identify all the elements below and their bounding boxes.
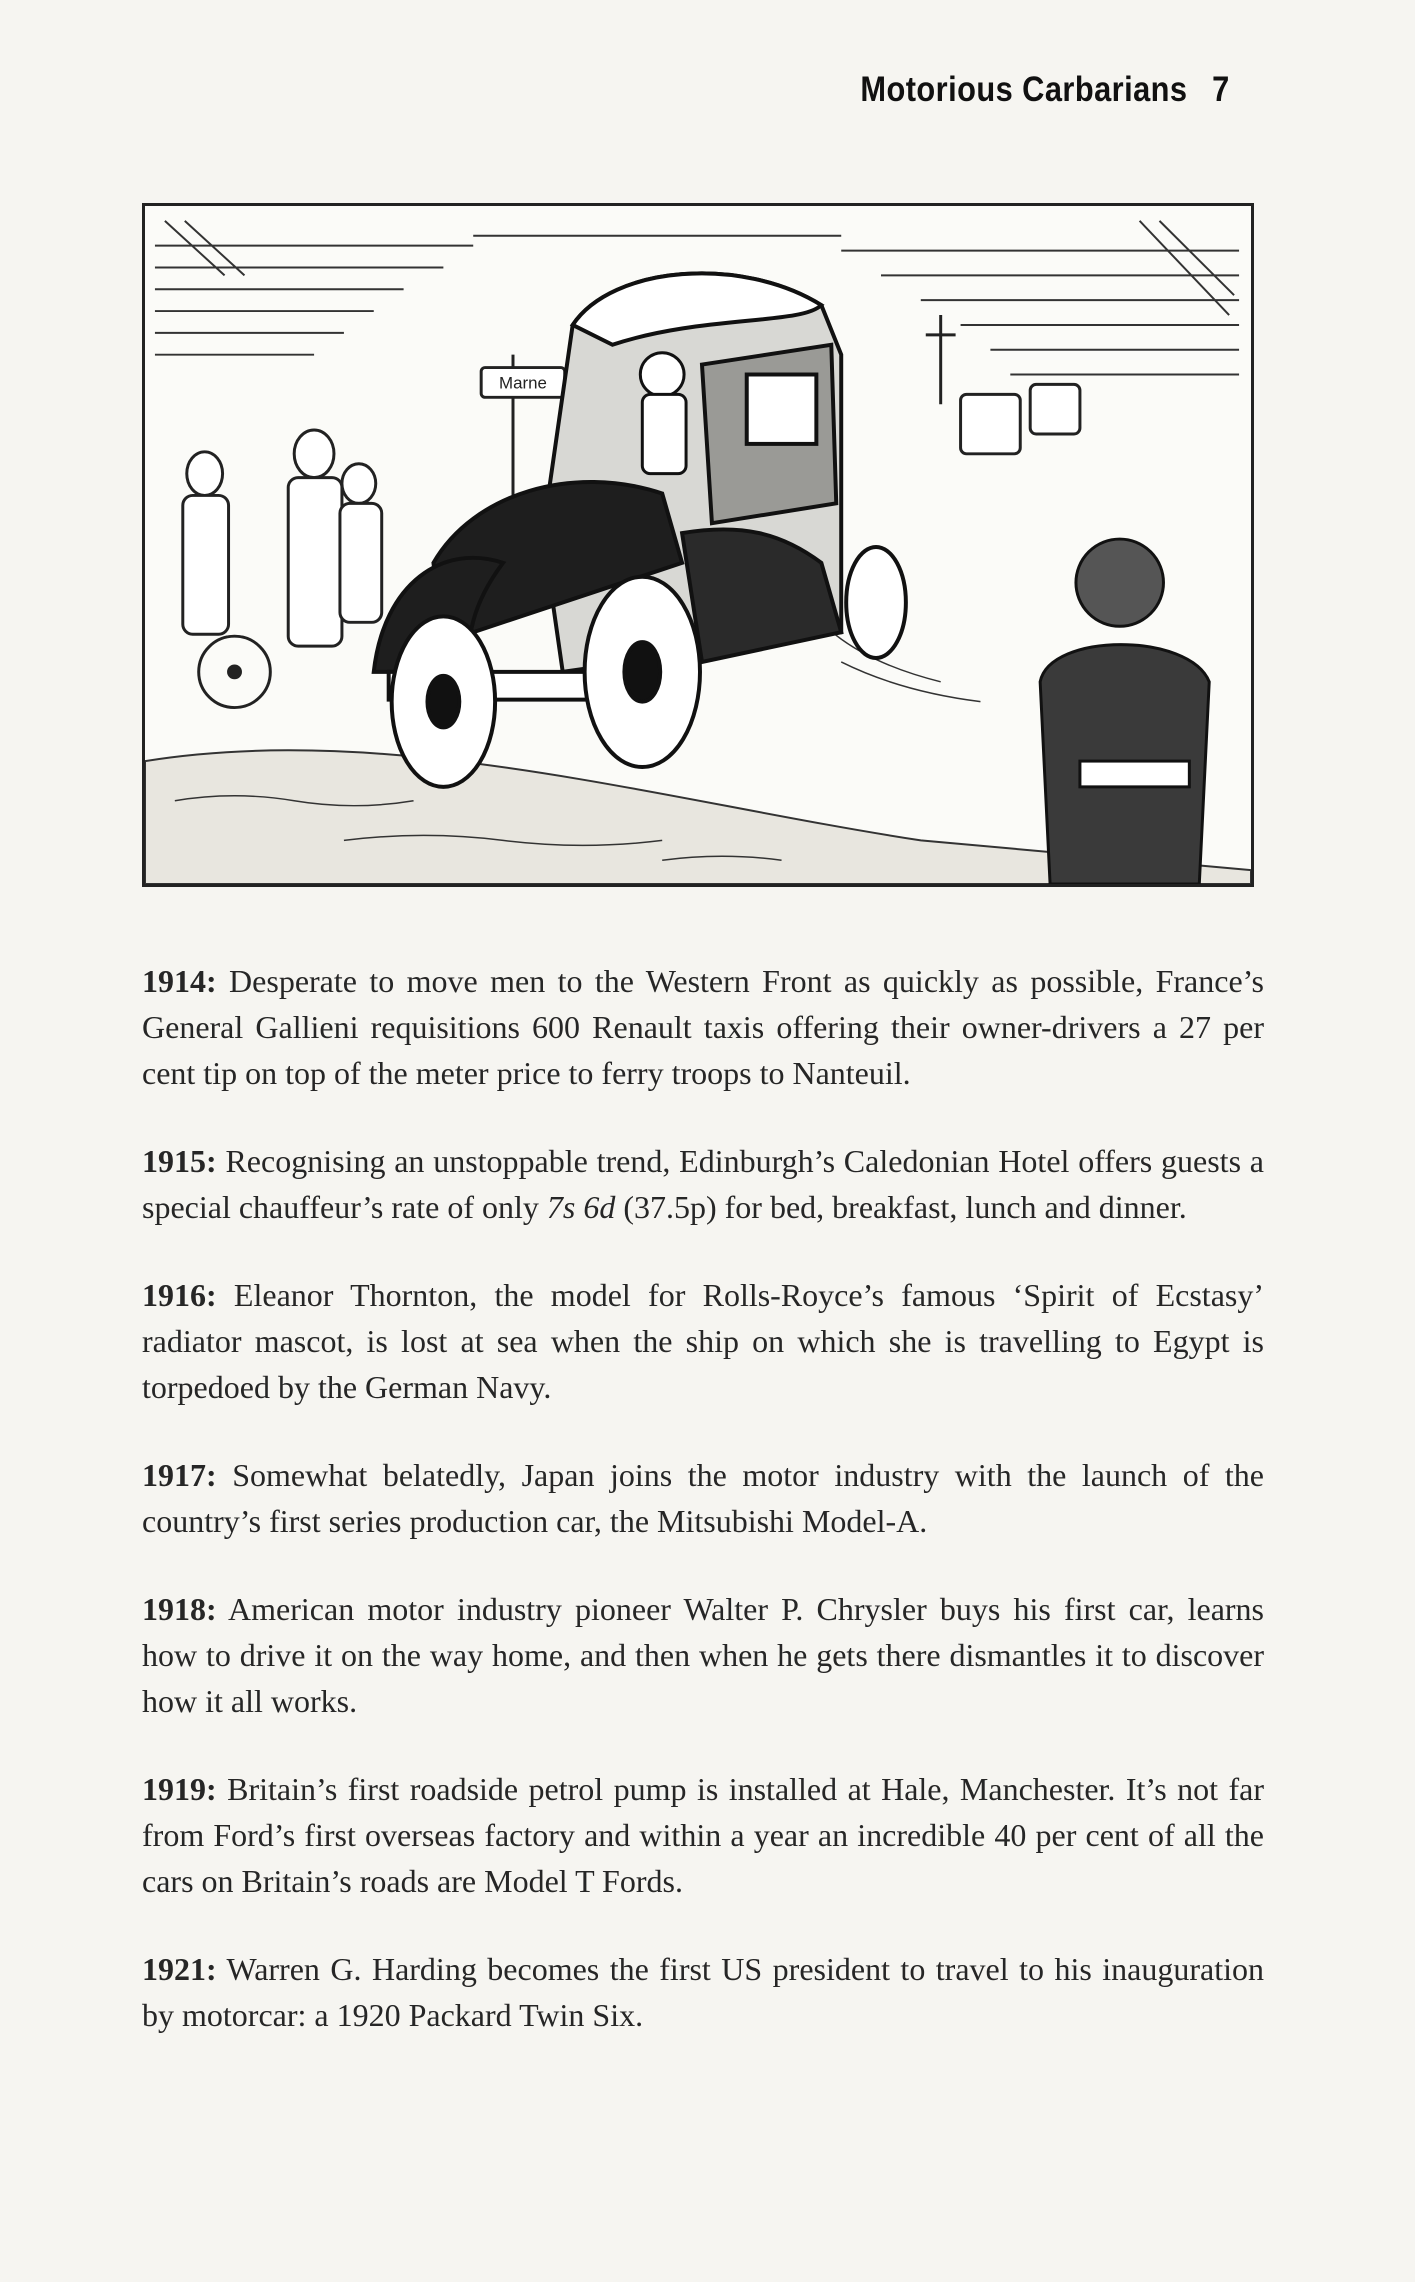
price-shillings: 7s [546,1189,576,1225]
entry-year: 1914: [142,963,217,999]
entry-1914 [142,958,1264,1096]
entry-text: Britain’s first roadside petrol pump is installed at Hale, Manchester. It’s not far from Ford’s first overseas factory and within a year an incredible 40 per cent of all the cars on Britain’s roads are Model T Fords. [142,1771,1265,1899]
taxi-driver [640,353,686,474]
entry-1921 [142,1946,1264,2038]
running-header [861,70,1230,110]
entry-1915 [142,1138,1264,1230]
entry-text: Warren G. Harding becomes the first US president to travel to his inauguration by motorcar: a 1920 Packard Twin Six. [142,1951,1264,2033]
entry-1918 [142,1586,1264,1724]
entry-year: 1918: [142,1591,217,1627]
soldiers-left [183,430,382,708]
entries-list [142,958,1264,2080]
sign-label: Marne [499,373,547,393]
entry-1916 [142,1272,1264,1410]
entry-text: Recognising an unstoppable trend, Edinburgh’s Caledonian Hotel offers guests a special chauffeur’s rate of only [142,1143,1265,1225]
entry-1919 [142,1766,1264,1904]
entry-text: Eleanor Thornton, the model for Rolls-Royce’s famous ‘Spirit of Ecstasy’ radiator mascot, is lost at sea when the ship on which she is travelling to Egypt is torpedoed by the German Navy. [142,1277,1265,1405]
header-title: Motorious Carbarians [860,70,1188,109]
entry-1917 [142,1452,1264,1544]
taxi-illustration [142,203,1254,887]
page-number: 7 [1212,70,1230,109]
entry-text: Desperate to move men to the Western Front as quickly as possible, France’s General Gallieni requisitions 600 Renault taxis offering their owner-drivers a 27 per cent tip on top of the meter price to ferry troops to Nanteuil. [142,963,1265,1091]
soldier-right [1040,539,1209,884]
taxi-drawing [145,206,1251,884]
entry-year: 1921: [142,1951,217,1987]
entry-text: (37.5p) for bed, breakfast, lunch and dinner. [623,1189,1187,1225]
distant-cars [926,315,1080,454]
entry-text: Somewhat belatedly, Japan joins the motor industry with the launch of the country’s first series production car, the Mitsubishi Model-A. [142,1457,1265,1539]
entry-year: 1916: [142,1277,217,1313]
entry-year: 1915: [142,1143,217,1179]
price-pence: 6d [583,1189,616,1225]
entry-text: American motor industry pioneer Walter P. Chrysler buys his first car, learns how to drive it on the way home, and then when he gets there dismantles it to discover how it all works. [142,1591,1265,1719]
entry-year: 1919: [142,1771,217,1807]
entry-year: 1917: [142,1457,217,1493]
